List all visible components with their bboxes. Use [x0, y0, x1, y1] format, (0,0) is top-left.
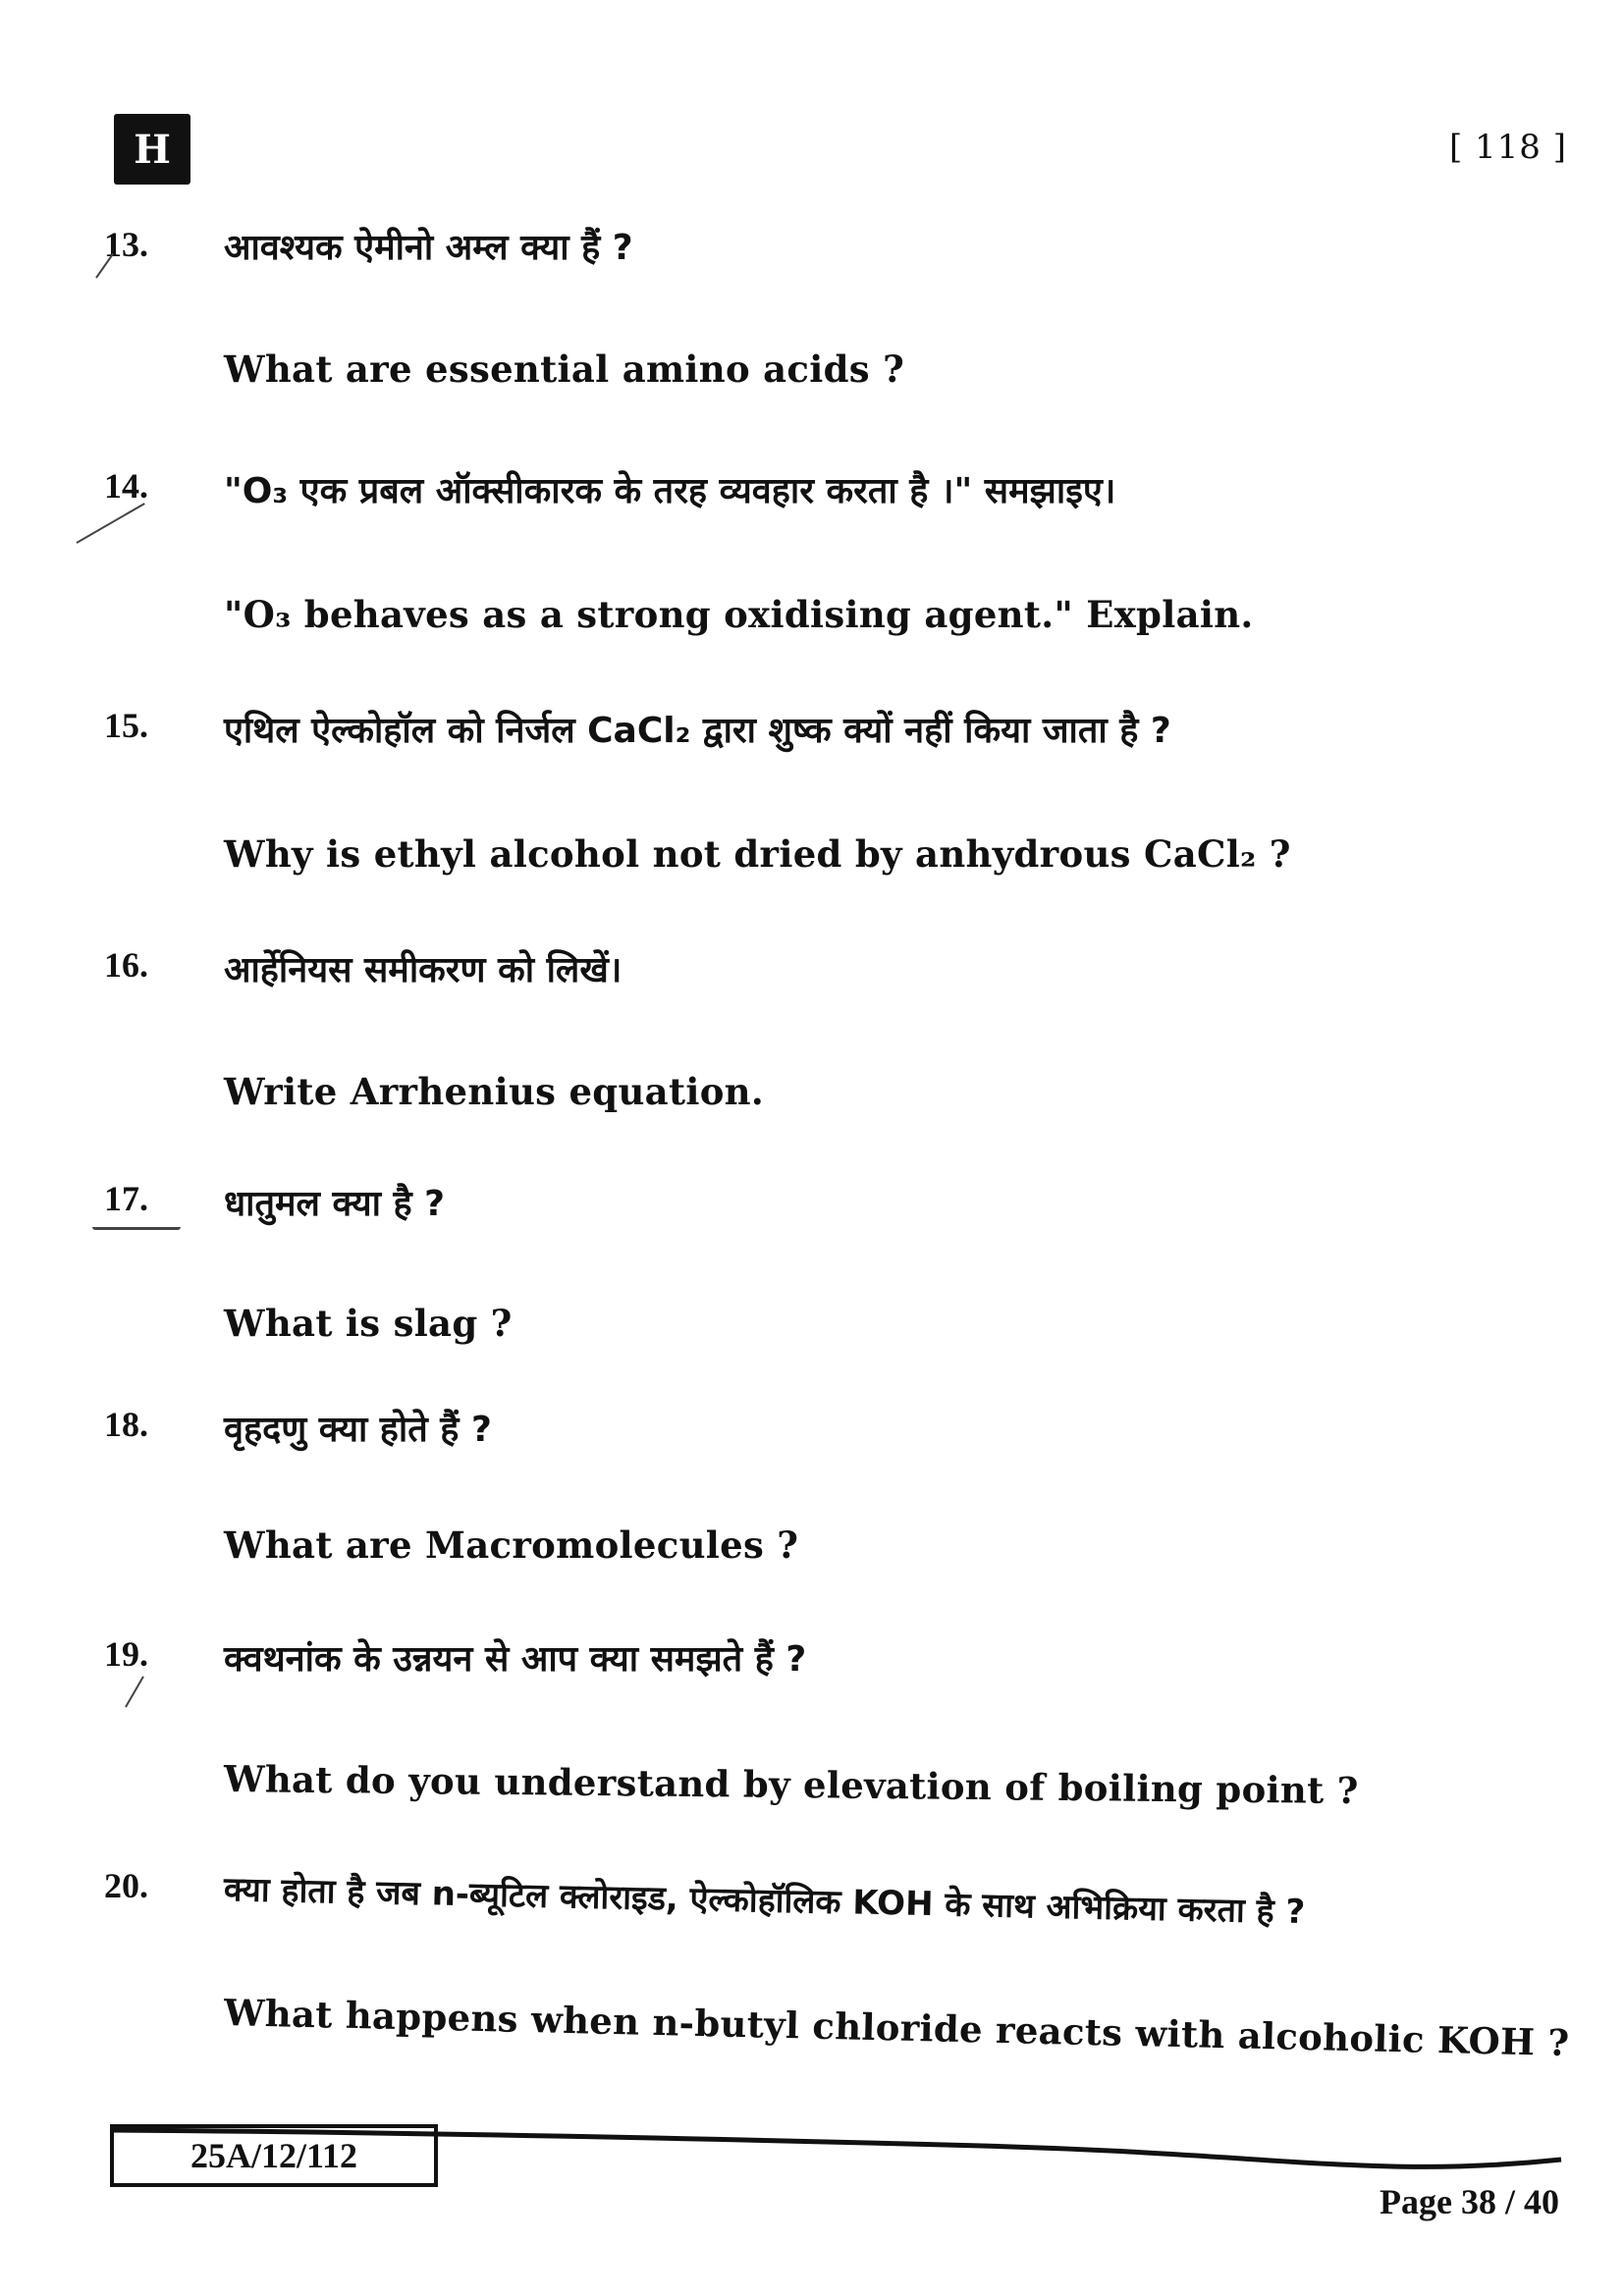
- question-number: 17.: [104, 1179, 148, 1218]
- question-number: 14.: [104, 466, 148, 506]
- question-hindi: क्या होता है जब n-ब्यूटिल क्लोराइड, ऐल्कोहॉलिक KOH के साथ अभिक्रिया करता है ?: [223, 1870, 1306, 1933]
- question-english: What are Macromolecules ?: [224, 1523, 799, 1567]
- question-english: What is slag ?: [224, 1302, 513, 1345]
- question-number: 19.: [104, 1634, 148, 1674]
- question-number: 16.: [104, 945, 148, 985]
- question-number: 13.: [104, 225, 148, 264]
- question-hindi: वृहदणु क्या होते हैं ?: [224, 1410, 492, 1450]
- question-hindi: एथिल ऐल्कोहॉल को निर्जल CaCl₂ द्वारा शुष्क क्यों नहीं किया जाता है ?: [224, 711, 1171, 751]
- question-english: What happens when n-butyl chloride reacts with alcoholic KOH ?: [223, 1991, 1570, 2065]
- page-code: [ 118 ]: [1448, 128, 1567, 167]
- paper-code: 25A/12/112: [110, 2124, 438, 2187]
- question-hindi: क्वथनांक के उन्नयन से आप क्या समझते हैं ?: [224, 1639, 807, 1680]
- question-number: 18.: [104, 1405, 148, 1444]
- question-hindi: आर्हेनियस समीकरण को लिखें।: [224, 950, 623, 990]
- question-hindi: "O₃ एक प्रबल ऑक्सीकारक के तरह व्यवहार करता है ।" समझाइए।: [224, 471, 1116, 511]
- question-hindi: धातुमल क्या है ?: [224, 1184, 445, 1224]
- pen-mark: [92, 1227, 181, 1230]
- question-english: What do you understand by elevation of boiling point ?: [223, 1757, 1359, 1813]
- question-english: Write Arrhenius equation.: [224, 1070, 765, 1113]
- question-english: Why is ethyl alcohol not dried by anhydrous CaCl₂ ?: [224, 832, 1291, 876]
- set-badge: H: [114, 114, 190, 185]
- question-number: 15.: [104, 706, 148, 745]
- question-number: 20.: [104, 1866, 148, 1905]
- question-hindi: आवश्यक ऐमीनो अम्ल क्या हैं ?: [224, 228, 633, 268]
- page-indicator: Page 38 / 40: [1380, 2182, 1559, 2221]
- question-english: What are essential amino acids ?: [224, 347, 905, 391]
- pen-mark: [125, 1676, 144, 1707]
- pen-mark: [77, 503, 145, 544]
- question-english: "O₃ behaves as a strong oxidising agent." Explain.: [224, 593, 1254, 636]
